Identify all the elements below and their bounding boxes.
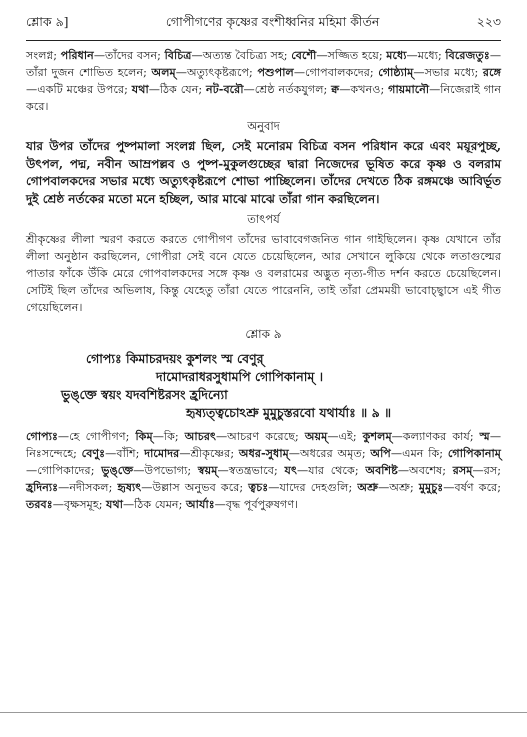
purport-heading: তাৎপর্য (247, 212, 280, 226)
synonym-word: যথা (131, 82, 149, 96)
synonym-word: হ্রদিন্যঃ (26, 480, 59, 494)
synonym-word: অয়ম্ (304, 429, 328, 443)
synonym-word: গোপিকানাম্ (447, 446, 501, 460)
synonym-meaning: —কখনও; (339, 83, 385, 96)
purport-text: শ্রীকৃষ্ণের লীলা স্মরণ করতে করতে গোপীগণ তাঁদের ভাবাবেগজনিত গান গাইছিলেন। কৃষ্ণ যেখানে তাঁর লীলা অনুষ্ঠান করছিলেন, গোপীরা সেই বনে যেতে চেয়েছিলেন, আর সেখানে লুকিয়ে থেকে লতাগুল্মের পাতার ফাঁকে উঁকি মেরে গোপবালকদের সঙ্গে কৃষ্ণ ও বলরামের অদ্ভুত নৃত্য-গীত দর্শন করতে চেয়েছিলেন। সেটিই ছিল তাঁদের অভিলাষ, কিন্তু যেহেতু তাঁরা যেতে পারেননি, তাই তাঁরা প্রেমময়ী ভাবোচ্ছ্বাসে এই গীত গেয়েছিলেন। (26, 233, 501, 314)
synonym-meaning: —তাঁরা দুজন শোভিত হলেন; (26, 49, 502, 79)
synonym-word: অলম্ (151, 65, 176, 79)
synonym-word: ক্ব (331, 82, 340, 96)
synonym-meaning: —যাদের দেহগুলি; (268, 481, 353, 494)
synonym-word: আচরৎ (184, 429, 216, 443)
synonym-meaning: সংলগ্ন; (26, 49, 58, 62)
synonym-word: স্ম (479, 429, 490, 443)
synonym-meaning: —এমন কি; (390, 447, 444, 460)
chapter-title: গোপীগণের কৃষ্ণের বংশীধ্বনির মহিমা কীর্তন (165, 14, 380, 29)
synonym-meaning: —একটি মঞ্চের উপরে; (26, 83, 128, 96)
verse-line: হৃষ্যত্ত্বচোঽশ্রু মুমুচুস্তরবো যথার্যাঃ ॥ ৯ ॥ (186, 405, 392, 420)
running-header (26, 14, 501, 34)
synonym-word: ভুঙ্‌ক্তে (101, 463, 134, 477)
synonym-meaning: —কল্যাণকর কার্য; (391, 430, 474, 443)
synonym-word: অশ্রু (357, 480, 379, 494)
synonym-word: বেশৌ (291, 48, 317, 62)
verse-heading: শ্লোক ৯ (245, 327, 282, 341)
synonym-word: মুমুচুঃ (418, 480, 444, 494)
synonym-meaning: —এই; (327, 430, 357, 443)
translation-heading: অনুবাদ (247, 119, 280, 133)
synonym-meaning: —ঠিক যেমন; (122, 498, 183, 511)
synonym-word: দামোদর (144, 446, 180, 460)
synonym-meaning: —গোপিকাদের; (26, 464, 95, 477)
page-number: ২২৩ (476, 14, 501, 29)
synonym-meaning: —আচরণ করেছে; (215, 430, 299, 443)
synonym-meaning: —উপভোগ্য; (133, 464, 192, 477)
synonyms-top (26, 47, 501, 115)
synonym-word: রঙ্গে (482, 65, 501, 79)
synonyms-bottom (26, 428, 501, 513)
synonym-meaning: —স্বতন্ত্রভাবে; (217, 464, 278, 477)
synonym-meaning: —অত্যুৎকৃষ্টরূপে; (175, 66, 253, 79)
verse-line: ভুঙ্‌ক্তে স্বয়ং যদবশিষ্টরসং হ্রদিন্যো (61, 387, 228, 402)
footer-rule (0, 712, 527, 713)
synonym-word: পশুপাল (257, 65, 294, 79)
synonym-word: বিচিত্র (164, 48, 192, 62)
synonym-word: অপি (370, 446, 391, 460)
synonym-meaning: —রস; (472, 464, 502, 477)
synonym-word: বেণুঃ (81, 446, 106, 460)
synonym-word: অধর-সুধাম্ (238, 446, 289, 460)
synonym-word: বিরেজতুঃ (445, 48, 490, 62)
synonym-meaning: —বৃক্ষসমূহ; (52, 498, 103, 511)
synonym-word: নট-বরৌ (206, 82, 244, 96)
synonym-meaning: —সজ্জিত হয়ে; (316, 49, 383, 62)
synonym-meaning: —অবশেষ; (397, 464, 446, 477)
synonym-word: মধ্যে (386, 48, 407, 62)
verse-block (26, 350, 501, 422)
verse-line: গোপ্যঃ কিমাচরদয়ং কুশলং স্ম বেণুর্ (86, 351, 264, 366)
verse-ref: শ্লোক ৯] (26, 14, 69, 29)
synonym-meaning: —বর্ষণ করে; (443, 481, 501, 494)
synonym-meaning: —বাঁশি; (105, 447, 140, 460)
synonym-word: কুশলম্ (362, 429, 392, 443)
synonym-meaning: —অধরের অমৃত; (288, 447, 366, 460)
synonym-word: ত্বচঃ (248, 480, 269, 494)
synonym-meaning: —অশ্রু; (378, 481, 414, 494)
synonym-word: স্বয়ম্ (197, 463, 218, 477)
synonym-word: পরিধান (60, 48, 94, 62)
synonym-meaning: —তাঁদের বসন; (93, 49, 161, 62)
synonym-word: গায়মানৌ (388, 82, 430, 96)
synonym-word: যৎ (284, 463, 297, 477)
synonym-meaning: —কি; (152, 430, 179, 443)
synonym-word: আর্যাঃ (185, 497, 215, 511)
synonym-meaning: —গোপবালকদের; (293, 66, 374, 79)
verse-line: দামোদরাধরসুধামপি গোপিকানাম্ । (156, 369, 324, 384)
synonym-meaning: —হে গোপীগণ; (57, 430, 130, 443)
synonym-word: হৃষ্যৎ (117, 480, 142, 494)
synonym-word: কিম্ (135, 429, 153, 443)
synonym-word: যথা (106, 497, 123, 511)
synonym-meaning: —বৃদ্ধ পূর্বপুরুষগণ। (214, 498, 299, 511)
translation-text: যার উপর তাঁদের পুষ্পমালা সংলগ্ন ছিল, সেই মনোরম বিচিত্র বসন পরিধান করে এবং ময়ূরপুচ্ছ, উৎপল, পদ্ম, নবীন আম্রপল্লব ও পুষ্প-মুকুলগুচ্ছের দ্বারা নিজেদের ভূষিত করে কৃষ্ণ ও বলরাম গোপবালকদের সভার মধ্যে অত্যুৎকৃষ্টরূপে শোভা পাচ্ছিলেন। তাঁদের দেখতে ঠিক রঙ্গমঞ্চে আবির্ভূত দুই শ্রেষ্ঠ নর্তকের মতো মনে হচ্ছিল, আর মাঝে মাঝে তাঁরা গান করছিলেন। (26, 139, 501, 206)
synonym-meaning: —অত্যন্ত বৈচিত্র্য সহ; (191, 49, 288, 62)
synonym-meaning: —শ্রীকৃষ্ণের; (179, 447, 235, 460)
synonym-meaning: —উল্লাস অনুভব করে; (141, 481, 244, 494)
synonym-meaning: —নদীসকল; (58, 481, 113, 494)
synonym-meaning: —যার থেকে; (296, 464, 359, 477)
synonym-word: তরবঃ (26, 497, 53, 511)
synonym-meaning: —সভার মধ্যে; (413, 66, 479, 79)
synonym-meaning: —শ্রেষ্ঠ নর্তকযুগল; (243, 83, 328, 96)
synonym-word: অবশিষ্ট (365, 463, 398, 477)
synonym-word: গোষ্ঠ্যাম্ (378, 65, 414, 79)
synonym-meaning: —নিঃসন্দেহে; (26, 430, 501, 460)
header-rule (26, 40, 501, 41)
synonym-meaning: —ঠিক যেন; (148, 83, 203, 96)
synonym-word: গোপ্যঃ (26, 429, 58, 443)
synonym-meaning: —মধ্যে; (406, 49, 442, 62)
synonym-meaning: —নিজেরাই গান করে। (26, 83, 501, 113)
synonym-word: রসম্ (452, 463, 473, 477)
